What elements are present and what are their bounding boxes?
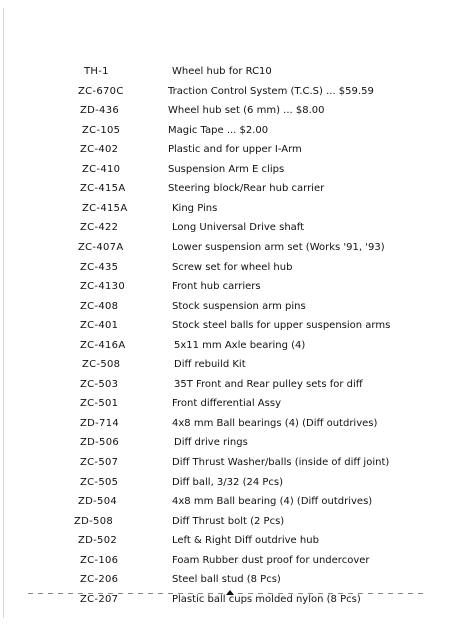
part-description: Wheel hub for RC10 xyxy=(172,66,272,77)
part-description: Diff rebuild Kit xyxy=(174,359,246,371)
part-number: ZC-408 xyxy=(80,300,119,312)
list-item xyxy=(0,301,459,321)
list-item xyxy=(0,105,459,125)
part-number: ZC-435 xyxy=(80,261,119,273)
part-number: ZD-714 xyxy=(80,417,120,429)
part-description: Front hub carriers xyxy=(172,281,261,293)
list-item xyxy=(0,555,459,575)
part-number: ZC-402 xyxy=(80,144,119,156)
part-number: ZC-503 xyxy=(80,378,119,390)
list-item xyxy=(0,535,459,555)
part-description: Traction Control System (T.C.S) ... $59.59 xyxy=(168,85,374,97)
part-description: Wheel hub set (6 mm) ... $8.00 xyxy=(168,105,325,117)
part-description: Diff drive rings xyxy=(174,437,248,449)
part-description: Left & Right Diff outdrive hub xyxy=(172,535,319,547)
part-description: Diff ball, 3/32 (24 Pcs) xyxy=(172,476,284,488)
list-item xyxy=(0,262,459,282)
part-number: ZC-508 xyxy=(82,359,121,371)
part-number: ZC-106 xyxy=(80,554,119,566)
part-description: Long Universal Drive shaft xyxy=(172,222,305,234)
list-item xyxy=(0,320,459,340)
list-item xyxy=(0,496,459,516)
part-number: ZD-502 xyxy=(78,535,118,547)
part-number: ZD-436 xyxy=(80,105,120,117)
list-item xyxy=(0,379,459,399)
part-number: TH-1 xyxy=(84,66,109,77)
part-number: ZD-504 xyxy=(78,496,118,508)
part-description: Diff Thrust bolt (2 Pcs) xyxy=(172,515,285,527)
part-number: ZC-415A xyxy=(82,202,128,214)
list-item xyxy=(0,516,459,536)
part-description: Screw set for wheel hub xyxy=(172,261,293,273)
list-item xyxy=(0,398,459,418)
list-item xyxy=(0,203,459,223)
list-item xyxy=(0,281,459,301)
part-description: 5x11 mm Axle bearing (4) xyxy=(174,339,306,351)
part-description: Steel ball stud (8 Pcs) xyxy=(172,574,281,586)
part-number: ZC-206 xyxy=(80,574,119,586)
list-item xyxy=(0,222,459,242)
part-number: ZC-407A xyxy=(78,241,124,253)
part-number: ZC-415A xyxy=(80,183,126,195)
part-description: 35T Front and Rear pulley sets for diff xyxy=(174,378,363,390)
part-description: Plastic ball cups molded nylon (8 Pcs) xyxy=(172,593,361,605)
list-item xyxy=(0,340,459,360)
part-number: ZC-410 xyxy=(82,163,121,175)
part-description: Suspension Arm E clips xyxy=(168,163,285,175)
part-number: ZC-505 xyxy=(80,476,119,488)
list-item xyxy=(0,594,459,614)
list-item xyxy=(0,437,459,457)
list-item xyxy=(0,183,459,203)
list-item xyxy=(0,144,459,164)
part-description: 4x8 mm Ball bearing (4) (Diff outdrives) xyxy=(172,496,373,508)
list-item xyxy=(0,164,459,184)
part-description: Stock suspension arm pins xyxy=(172,300,306,312)
part-description: Foam Rubber dust proof for undercover xyxy=(172,554,370,566)
part-description: King Pins xyxy=(172,202,218,214)
part-description: Steering block/Rear hub carrier xyxy=(168,183,325,195)
part-number: ZD-506 xyxy=(80,437,120,449)
part-number: ZC-416A xyxy=(80,339,126,351)
part-number: ZD-508 xyxy=(74,515,114,527)
list-item xyxy=(0,242,459,262)
part-description: Plastic and for upper I-Arm xyxy=(168,144,302,156)
part-number: ZC-670C xyxy=(78,85,124,97)
part-number: ZC-207 xyxy=(80,593,119,605)
list-item xyxy=(0,125,459,145)
list-item xyxy=(0,418,459,438)
part-number: ZC-401 xyxy=(80,320,119,332)
part-description: 4x8 mm Ball bearings (4) (Diff outdrives) xyxy=(172,417,378,429)
triangle-mark-icon xyxy=(226,590,234,595)
part-description: Lower suspension arm set (Works '91, '93) xyxy=(172,241,385,253)
list-item xyxy=(0,359,459,379)
list-item xyxy=(0,477,459,497)
part-description: Stock steel balls for upper suspension arms xyxy=(172,320,391,332)
part-number: ZC-507 xyxy=(80,457,119,468)
part-description: Magic Tape ... $2.00 xyxy=(168,124,269,136)
bottom-fold-mark xyxy=(0,592,459,596)
part-number: ZC-422 xyxy=(80,222,119,234)
part-number: ZC-501 xyxy=(80,398,119,410)
list-item xyxy=(0,66,459,86)
list-item xyxy=(0,457,459,477)
part-number: ZC-105 xyxy=(82,124,121,136)
part-description: Front differential Assy xyxy=(172,398,281,410)
part-description: Diff Thrust Washer/balls (inside of diff joint) xyxy=(172,457,390,468)
list-item xyxy=(0,86,459,106)
part-number: ZC-4130 xyxy=(80,281,125,293)
